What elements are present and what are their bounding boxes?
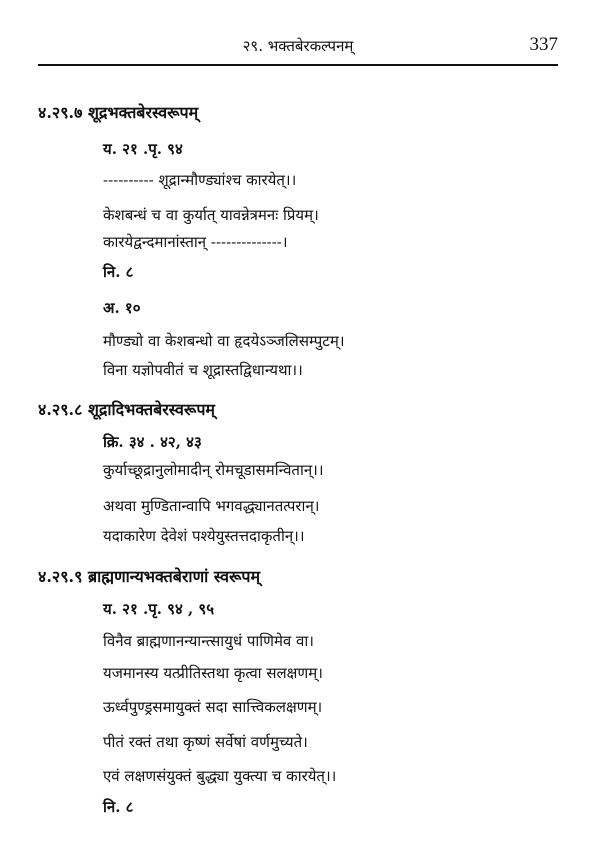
page-header	[38, 30, 558, 66]
source-reference: नि. ८	[103, 798, 134, 816]
verse-line: केशबन्धं च वा कुर्यात् यावन्नेत्रमनः प्रियम्।	[103, 206, 319, 224]
verse-line: पीतं रक्तं तथा कृष्णं सर्वेषां वर्णमुच्यते।	[103, 733, 308, 751]
section-heading-4-29-9: ४.२९.९ ब्राह्मणान्यभक्तबेराणां स्वरूपम्	[38, 567, 261, 586]
source-reference: क्रि. ३४ . ४२, ४३	[103, 433, 202, 451]
verse-line: यदाकारेण देवेशं पश्येयुस्तत्तदाकृतीन्।।	[103, 527, 305, 545]
source-reference: य. २१ .पृ. ९४ , ९५	[103, 600, 215, 618]
section-heading-4-29-7: ४.२९.७ शूद्रभक्तबेरस्वरूपम्	[38, 103, 199, 122]
verse-line: कुर्याच्छूद्रानुलोमादीन् रोमचूडासमन्वितान्।।	[103, 461, 324, 479]
chapter-title: २९. भक्तबेरकल्पनम्	[242, 37, 354, 55]
verse-line: कारयेद्वन्दमानांस्तान् --------------।	[103, 233, 288, 251]
verse-line: अथवा मुण्डितान्वापि भगवद्ध्यानतत्परान्।	[103, 497, 320, 515]
source-reference: नि. ८	[103, 263, 134, 281]
verse-line: ऊर्ध्वपुण्ड्रसमायुक्तं सदा सात्त्विकलक्षणम्।	[103, 698, 323, 716]
source-reference: अ. १०	[103, 299, 141, 317]
verse-line: यजमानस्य यत्प्रीतिस्तथा कृत्वा सलक्षणम्।	[103, 664, 323, 682]
section-heading-4-29-8: ४.२९.८ शूद्रादिभक्तबेरस्वरूपम्	[38, 400, 215, 419]
verse-line: विनैव ब्राह्मणानन्यान्त्सायुधं पाणिमेव वा।	[103, 632, 314, 650]
verse-line: ---------- शूद्रान्मौण्ड्यांश्च कारयेत्।।	[103, 171, 297, 189]
source-reference: य. २१ .पृ. ९४	[103, 140, 183, 158]
verse-line: एवं लक्षणसंयुक्तं बुद्ध्या युक्त्या च कारयेत्।।	[103, 767, 337, 785]
verse-line: विना यज्ञोपवीतं च शूद्रास्तद्विधान्यथा।।	[103, 361, 303, 379]
verse-line: मौण्ड्यो वा केशबन्धो वा हृदयेऽञ्जलिसम्पुटम्।	[103, 332, 345, 350]
page-number: 337	[529, 34, 558, 55]
